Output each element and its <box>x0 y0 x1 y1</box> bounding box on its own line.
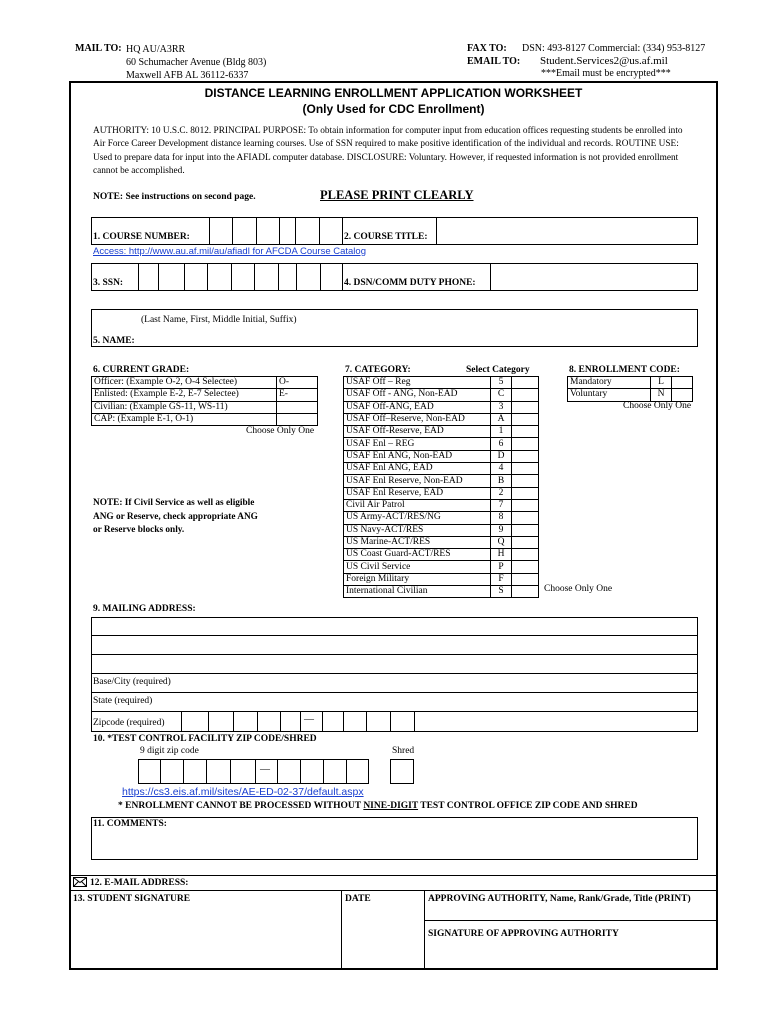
student-signature-input[interactable] <box>71 906 340 968</box>
category-checkbox[interactable] <box>512 475 539 487</box>
grade-row[interactable] <box>92 401 318 413</box>
category-code: 4 <box>491 463 512 475</box>
email-address-label: 12. E-MAIL ADDRESS: <box>90 878 189 888</box>
category-checkbox[interactable] <box>512 499 539 511</box>
ssn-input[interactable] <box>139 264 341 290</box>
category-row[interactable] <box>344 549 539 561</box>
category-checkbox[interactable] <box>512 512 539 524</box>
warning-text: * ENROLLMENT CANNOT BE PROCESSED WITHOUT <box>118 801 364 811</box>
grade-input[interactable]: O- <box>277 377 318 389</box>
category-row[interactable] <box>344 536 539 548</box>
form-title: DISTANCE LEARNING ENROLLMENT APPLICATION WORKSHEET <box>204 86 583 100</box>
date-label: DATE <box>345 894 371 904</box>
category-checkbox[interactable] <box>512 573 539 585</box>
category-row[interactable] <box>344 426 539 438</box>
enrollment-table <box>567 376 693 402</box>
category-code: B <box>491 475 512 487</box>
test-control-label: 10. *TEST CONTROL FACILITY ZIP CODE/SHRED <box>93 734 317 744</box>
category-code: C <box>491 389 512 401</box>
category-checkbox[interactable] <box>512 524 539 536</box>
zip9-label: 9 digit zip code <box>140 746 199 756</box>
category-text: International Civilian <box>344 586 491 598</box>
category-code: S <box>491 586 512 598</box>
category-row[interactable] <box>344 487 539 499</box>
zip-warning <box>118 801 638 811</box>
category-text: US Navy-ACT/RES <box>344 524 491 536</box>
course-title-input[interactable] <box>437 218 697 244</box>
email-address-input[interactable] <box>200 876 716 890</box>
category-text: USAF Enl – REG <box>344 438 491 450</box>
enrollment-row[interactable] <box>568 377 693 389</box>
category-row[interactable] <box>344 450 539 462</box>
mail-line: HQ AU/A3RR <box>126 44 186 55</box>
category-row[interactable] <box>344 586 539 598</box>
category-code: 5 <box>491 377 512 389</box>
date-input[interactable] <box>343 906 423 968</box>
note-line: NOTE: If Civil Service as well as eligible <box>93 498 255 508</box>
grade-input[interactable]: E- <box>277 389 318 401</box>
category-row[interactable] <box>344 561 539 573</box>
grade-text: CAP: (Example E-1, O-1) <box>92 413 277 425</box>
enrollment-checkbox[interactable] <box>672 377 693 389</box>
test-zip-input[interactable] <box>138 759 369 784</box>
form-subtitle: (Only Used for CDC Enrollment) <box>302 102 485 116</box>
category-text: USAF Enl Reserve, Non-EAD <box>344 475 491 487</box>
grade-row[interactable] <box>92 389 318 401</box>
name-hint: (Last Name, First, Middle Initial, Suffix) <box>141 315 297 325</box>
category-checkbox[interactable] <box>512 401 539 413</box>
approving-signature-label: SIGNATURE OF APPROVING AUTHORITY <box>428 929 619 939</box>
category-row[interactable] <box>344 463 539 475</box>
category-code: P <box>491 561 512 573</box>
category-label: 7. CATEGORY: <box>345 365 411 375</box>
name-label: 5. NAME: <box>93 336 135 346</box>
course-title-label: 2. COURSE TITLE: <box>344 232 428 242</box>
category-row[interactable] <box>344 438 539 450</box>
category-row[interactable] <box>344 524 539 536</box>
category-text: USAF Off–Reserve, Non-EAD <box>344 413 491 425</box>
mail-line: 60 Schumacher Avenue (Bldg 803) <box>126 57 267 68</box>
grade-table <box>91 376 318 426</box>
category-text: USAF Off-Reserve, EAD <box>344 426 491 438</box>
category-select: Select Category <box>466 365 530 375</box>
category-row[interactable] <box>344 377 539 389</box>
category-text: US Army-ACT/RES/NG <box>344 512 491 524</box>
course-number-label: 1. COURSE NUMBER: <box>93 232 190 242</box>
category-code: Q <box>491 536 512 548</box>
category-code: 9 <box>491 524 512 536</box>
base-city-label: Base/City (required) <box>93 677 171 687</box>
civil-service-note <box>93 497 258 538</box>
grade-choose: Choose Only One <box>246 426 315 436</box>
mail-line: Maxwell AFB AL 36112-6337 <box>126 70 249 81</box>
category-text: US Marine-ACT/RES <box>344 536 491 548</box>
grade-input[interactable] <box>277 413 318 425</box>
category-checkbox[interactable] <box>512 426 539 438</box>
grade-input[interactable] <box>277 401 318 413</box>
category-checkbox[interactable] <box>512 536 539 548</box>
category-checkbox[interactable] <box>512 377 539 389</box>
category-checkbox[interactable] <box>512 549 539 561</box>
category-code: F <box>491 573 512 585</box>
instructions-note: NOTE: See instructions on second page. <box>93 192 256 202</box>
course-number-input[interactable] <box>210 218 340 244</box>
note-line: ANG or Reserve, check appropriate ANG <box>93 511 258 522</box>
enrollment-checkbox[interactable] <box>672 389 693 401</box>
category-text: USAF Off - ANG, Non-EAD <box>344 389 491 401</box>
category-checkbox[interactable] <box>512 487 539 499</box>
category-text: Civil Air Patrol <box>344 499 491 511</box>
enrollment-text: Voluntary <box>568 389 651 401</box>
email-value: Student.Services2@us.af.mil <box>540 55 668 67</box>
category-checkbox[interactable] <box>512 413 539 425</box>
address-line-3-input[interactable] <box>92 655 697 673</box>
category-checkbox[interactable] <box>512 389 539 401</box>
category-checkbox[interactable] <box>512 586 539 598</box>
fax-value: DSN: 493-8127 Commercial: (334) 953-8127 <box>522 43 706 54</box>
category-text: US Coast Guard-ACT/RES <box>344 549 491 561</box>
zip-label: Zipcode (required) <box>93 718 165 728</box>
shred-input[interactable] <box>390 759 414 784</box>
catalog-link[interactable]: Access: http://www.au.af.mil/au/afiadl for AFCDA Course Catalog <box>93 246 366 257</box>
category-text: USAF Enl Reserve, EAD <box>344 487 491 499</box>
email-note: ***Email must be encrypted*** <box>541 68 671 79</box>
category-row[interactable] <box>344 512 539 524</box>
category-code: A <box>491 413 512 425</box>
warning-text: TEST CONTROL OFFICE ZIP CODE AND SHRED <box>418 801 638 811</box>
category-table <box>343 376 539 598</box>
category-checkbox[interactable] <box>512 450 539 462</box>
approving-authority-label: APPROVING AUTHORITY, Name, Rank/Grade, Title (PRINT) <box>428 894 691 904</box>
category-code: 7 <box>491 499 512 511</box>
category-text: USAF Off-ANG, EAD <box>344 401 491 413</box>
category-code: 6 <box>491 438 512 450</box>
base-city-input[interactable] <box>180 674 697 692</box>
address-line-1-input[interactable] <box>92 618 697 635</box>
grade-text: Officer: (Example O-2, O-4 Selectee) <box>92 377 277 389</box>
enrollment-choose: Choose Only One <box>623 401 692 411</box>
enrollment-code: L <box>651 377 672 389</box>
category-text: USAF Enl ANG, Non-EAD <box>344 450 491 462</box>
comments-label: 11. COMMENTS: <box>93 819 167 829</box>
phone-label: 4. DSN/COMM DUTY PHONE: <box>344 278 476 288</box>
envelope-icon <box>73 877 87 887</box>
category-text: USAF Enl ANG, EAD <box>344 463 491 475</box>
category-code: H <box>491 549 512 561</box>
category-text: Foreign Military <box>344 573 491 585</box>
enrollment-text: Mandatory <box>568 377 651 389</box>
grade-text: Civilian: (Example GS-11, WS-11) <box>92 401 277 413</box>
category-code: 3 <box>491 401 512 413</box>
category-row[interactable] <box>344 413 539 425</box>
mail-to-label: MAIL TO: <box>75 43 122 54</box>
category-code: 1 <box>491 426 512 438</box>
ssn-label: 3. SSN: <box>93 278 124 288</box>
category-row[interactable] <box>344 389 539 401</box>
print-clearly: PLEASE PRINT CLEARLY <box>320 188 474 202</box>
fax-label: FAX TO: <box>467 43 507 54</box>
test-zip-dash: — <box>260 764 270 775</box>
student-signature-label: 13. STUDENT SIGNATURE <box>73 894 191 904</box>
category-checkbox[interactable] <box>512 438 539 450</box>
category-code: 8 <box>491 512 512 524</box>
warning-emph: NINE-DIGIT <box>363 801 419 811</box>
category-choose: Choose Only One <box>544 584 613 594</box>
grade-row[interactable] <box>92 413 318 425</box>
grade-label: 6. CURRENT GRADE: <box>93 365 190 375</box>
enrollment-label: 8. ENROLLMENT CODE: <box>569 365 680 375</box>
state-input[interactable] <box>160 693 697 711</box>
authority-text: AUTHORITY: 10 U.S.C. 8012. PRINCIPAL PURPOSE: To obtain information for computer input from education offices requesting students be enrolled into Air Force Career Development distance learning courses. Use of SSN required to make positive identification of the individual and records. ROUTINE USE: Used to prepare data for input into the AFIADL computer database. DISCLOSURE: Voluntary. However, if requested information is not provided enrollment cannot be accomplished. <box>93 126 683 176</box>
enrollment-row[interactable] <box>568 389 693 401</box>
category-text: USAF Off – Reg <box>344 377 491 389</box>
category-checkbox[interactable] <box>512 463 539 475</box>
category-checkbox[interactable] <box>512 561 539 573</box>
shred-label: Shred <box>392 746 415 756</box>
phone-input[interactable] <box>491 264 697 290</box>
category-row[interactable] <box>344 401 539 413</box>
mailing-label: 9. MAILING ADDRESS: <box>93 604 196 614</box>
grade-text: Enlisted: (Example E-2, E-7 Selectee) <box>92 389 277 401</box>
category-code: D <box>491 450 512 462</box>
note-line: or Reserve blocks only. <box>93 525 185 535</box>
approving-signature-input[interactable] <box>426 941 716 968</box>
zip-dash: — <box>304 714 314 725</box>
category-code: 2 <box>491 487 512 499</box>
category-row[interactable] <box>344 573 539 585</box>
state-label: State (required) <box>93 696 153 706</box>
mail-to-address <box>126 43 266 82</box>
category-row[interactable] <box>344 499 539 511</box>
address-line-2-input[interactable] <box>92 636 697 654</box>
grade-row[interactable] <box>92 377 318 389</box>
approving-authority-input[interactable] <box>426 906 716 919</box>
test-control-link[interactable]: https://cs3.eis.af.mil/sites/AE-ED-02-37/default.aspx <box>122 786 364 798</box>
comments-field[interactable] <box>91 817 698 860</box>
email-label: EMAIL TO: <box>467 56 521 67</box>
category-text: US Civil Service <box>344 561 491 573</box>
zipcode-input[interactable] <box>182 712 413 731</box>
category-row[interactable] <box>344 475 539 487</box>
enrollment-code: N <box>651 389 672 401</box>
